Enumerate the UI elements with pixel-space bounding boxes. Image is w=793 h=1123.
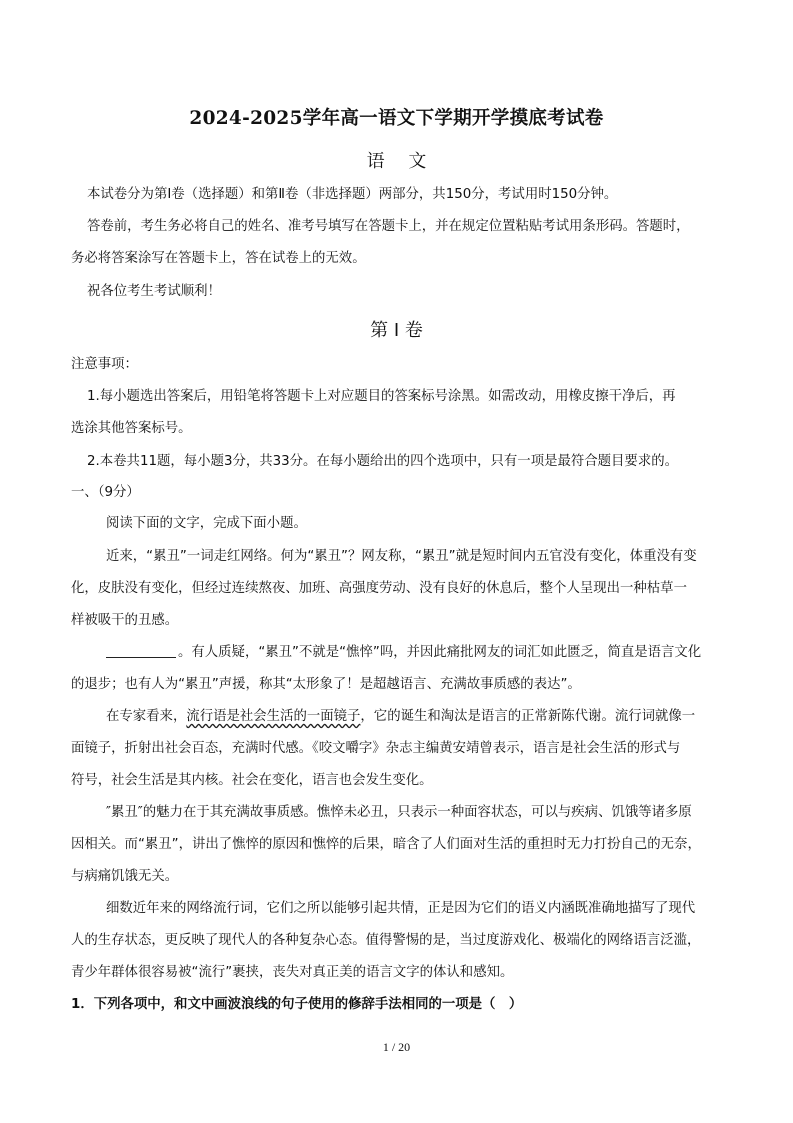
passage-p1-line-1: 近来，“累丑”一词走红网络。何为“累丑”？网友称，“累丑”就是短时间内五官没有变化，体重没有变 (106, 549, 697, 564)
passage-p1-line-3: 样被吸干的丑感。 (71, 613, 179, 628)
passage-p3-line-2: 面镜子，折射出社会百态，充满时代感。《咬文嚼字》杂志主编黄安靖曾表示，语言是社会生活的形式与 (71, 741, 681, 756)
passage-p5-line-1: 细数近年来的网络流行词，它们之所以能够引起共情，正是因为它们的语义内涵既准确地描写了现代 (106, 901, 696, 916)
passage-p4-line-1: ″累丑″的魅力在于其充满故事质感。憔悴未必丑，只表示一种面容状态，可以与疾病、饥饿等诸多原 (106, 805, 692, 820)
note-1-line-2: 选涂其他答案标号。 (71, 421, 192, 436)
passage-p3-line-1 (106, 707, 695, 727)
reading-instruction: 阅读下面的文字，完成下面小题。 (106, 516, 307, 531)
note-1-line-1: 1.每小题选出答案后，用铅笔将答题卡上对应题目的答案标号涂黑。如需改动，用橡皮擦干净后，再 (87, 389, 676, 404)
passage-p2-text: 。有人质疑，“累丑”不就是“憔悴”吗，并因此痛批网友的词汇如此匮乏，简直是语言文化 (178, 645, 702, 660)
intro-paragraph-1: 本试卷分为第Ⅰ卷（选择题）和第Ⅱ卷（非选择题）两部分，共150分，考试用时150分钟。 (87, 187, 618, 202)
section-title: 第 Ⅰ 卷 (370, 320, 423, 341)
passage-p1-line-2: 化，皮肤没有变化，但经过连续熬夜、加班、高强度劳动、没有良好的休息后，整个人呈现出一种枯草一 (71, 581, 687, 596)
part-1-label: 一、（9分） (71, 485, 140, 500)
note-2: 2.本卷共11题，每小题3分，共33分。在每小题给出的四个选项中，只有一项是最符合题目要求的。 (87, 454, 678, 469)
intro-paragraph-2-line-1: 答卷前，考生务必将自己的姓名、准考号填写在答题卡上，并在规定位置粘贴考试用条形码。答题时， (87, 219, 690, 234)
page-number: 1 / 20 (382, 1040, 411, 1054)
wavy-underlined-sentence: 流行语是社会生活的一面镜子 (186, 709, 361, 724)
exam-title: 2024-2025学年高一语文下学期开学摸底考试卷 (189, 108, 604, 129)
intro-paragraph-2-line-2: 务必将答案涂写在答题卡上，答在试卷上的无效。 (71, 251, 366, 266)
passage-p5-line-2: 人的生存状态，更反映了现代人的各种复杂心态。值得警惕的是，当过度游戏化、极端化的网络语言泛滥， (71, 933, 701, 948)
intro-paragraph-3: 祝各位考生考试顺利！ (87, 284, 221, 299)
passage-p5-line-3: 青少年群体很容易被“流行”裹挟，丧失对真正美的语言文字的体认和感知。 (71, 965, 514, 980)
passage-p2-line-1 (106, 643, 701, 663)
passage-p3-rest: ，它的诞生和淘汰是语言的正常新陈代谢。流行词就像一 (360, 709, 696, 724)
passage-p2-line-2: 的退步；也有人为“累丑”声援，称其“太形象了！是超越语言、充满故事质感的表达”。 (71, 677, 581, 692)
passage-p3-line-3: 符号，社会生活是其内核。社会在变化，语言也会发生变化。 (71, 773, 433, 788)
passage-p4-line-2: 因相关。而“累丑”，讲出了憔悴的原因和憔悴的后果，暗含了人们面对生活的重担时无力打扮自己的无奈， (71, 837, 701, 852)
subject-heading: 语 文 (366, 151, 427, 172)
passage-p3-lead: 在专家看来， (106, 709, 187, 724)
passage-p4-line-3: 与病痛饥饿无关。 (71, 869, 179, 884)
notes-heading: 注意事项： (71, 357, 138, 372)
question-1: 1．下列各项中，和文中画波浪线的句子使用的修辞手法相同的一项是（ ） (71, 997, 523, 1012)
fill-in-blank (106, 643, 176, 658)
